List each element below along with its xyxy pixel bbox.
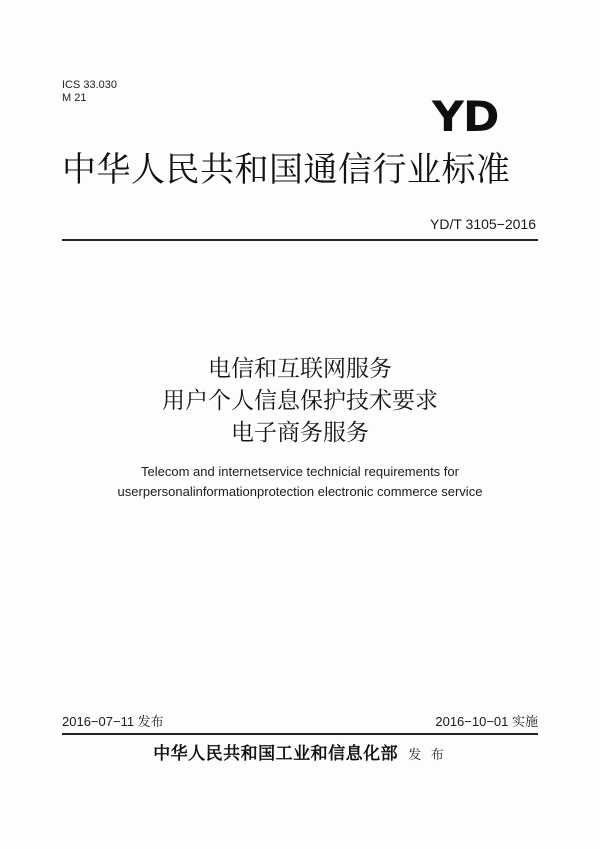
chinese-title-line-2: 用户个人信息保护技术要求 (162, 387, 438, 413)
yd-logo: YD (432, 92, 499, 141)
english-title (0, 462, 600, 502)
classification-code: M 21 (62, 92, 87, 104)
chinese-title-line-3: 电子商务服务 (231, 419, 369, 445)
english-title-line-2: userpersonalinformationprotection electronic commerce service (117, 484, 483, 499)
chinese-title (0, 352, 600, 448)
implementation-date: 2016−10−01 实施 (435, 714, 538, 729)
english-title-line-1: Telecom and internetservice technicial requirements for (141, 464, 459, 479)
publisher-line (0, 743, 600, 766)
publisher-name: 中华人民共和国工业和信息化部 (153, 744, 399, 763)
classification-block (62, 79, 117, 105)
publish-verb: 发 布 (408, 747, 447, 762)
header-divider (62, 239, 538, 241)
standard-number: YD/T 3105−2016 (430, 216, 536, 232)
footer-divider (62, 733, 538, 735)
standard-title: 中华人民共和国通信行业标准 (62, 151, 511, 189)
issue-date: 2016−07−11 发布 (62, 714, 164, 729)
ics-code: ICS 33.030 (62, 79, 118, 91)
chinese-title-line-1: 电信和互联网服务 (208, 355, 392, 381)
